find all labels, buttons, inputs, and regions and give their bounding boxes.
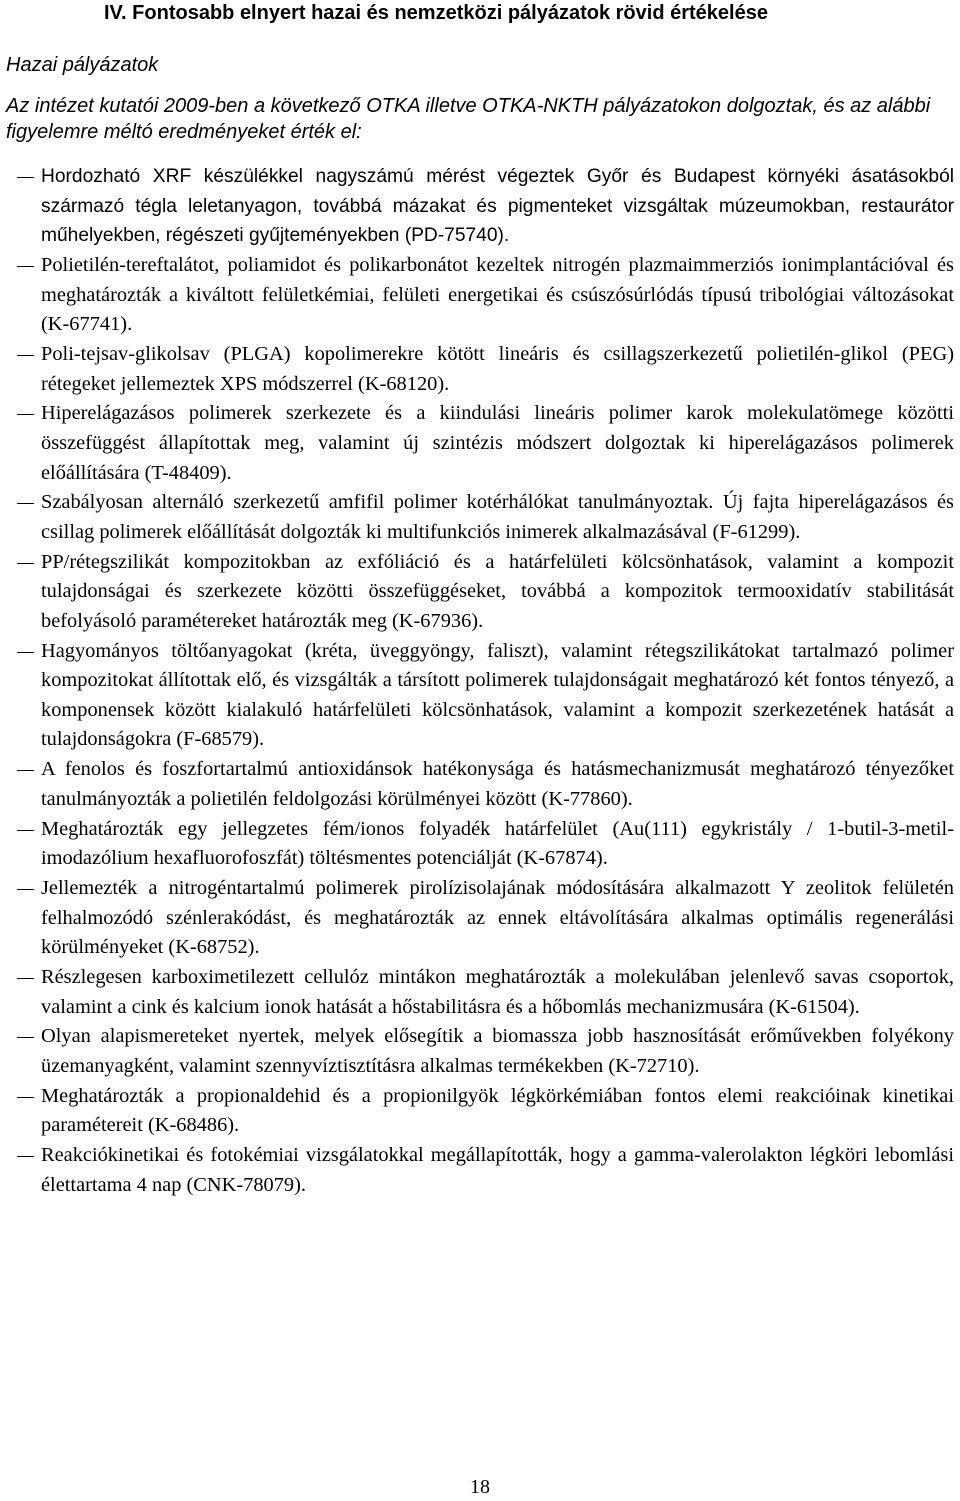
list-item-text: Olyan alapismereteket nyertek, melyek elősegítik a biomassza jobb hasznosítását erőművekben folyékony üzemanyagként, valamint szennyvíztisztításra alkalmas termékekben (K-72710). [41,1025,954,1077]
section-title: IV. Fontosabb elnyert hazai és nemzetközi pályázatok rövid értékelése [104,2,768,24]
list-item [0,1022,954,1081]
intro-paragraph: Az intézet kutatói 2009-ben a következő OTKA illetve OTKA-NKTH pályázatokon dolgoztak, és az alábbi figyelemre méltó eredményeket érték el: [6,95,931,143]
dash-bullet [17,177,34,178]
dash-bullet [17,563,34,564]
list-item [0,251,954,340]
list-item [0,1082,954,1141]
dash-bullet [17,770,34,771]
list-item [0,874,954,963]
dash-bullet [17,978,34,979]
list-item-text: Polietilén-tereftalátot, poliamidot és polikarbonátot kezeltek nitrogén plazmaimmerziós ionimplantációval és meghatározták a kiváltott felületkémiai, felületi energetikai és csúszósúrlódás típusú tribológiai változásokat (K-67741). [41,253,954,336]
list-item-text: Részlegesen karboximetilezett cellulóz mintákon meghatározták a molekulában jelenlevő savas csoportok, valamint a cink és kalcium ionok hatását a hőstabilitásra és a hőbomlás mechanizmusára (K-61504). [41,965,954,1018]
list-item-text: Hagyományos töltőanyagokat (kréta, üveggyöngy, faliszt), valamint rétegszilikátokat tartalmazó polimer kompozitokat állítottak elő, és vizsgálták a társított polimerek tulajdonságait meghatározó két fontos tényező, a komponensek között kialakuló határfelületi kölcsönhatások, valamint a kompozit szerkezetének hatását a tulajdonságokra (F-68579). [41,639,954,751]
dash-bullet [17,1037,34,1038]
dash-bullet [17,830,34,831]
dash-bullet [17,1156,34,1157]
list-item-text: Hiperelágazásos polimerek szerkezete és a kiindulási lineáris polimer karok molekulatömege közötti összefüggést állapítottak meg, valamint új szintézis módszert dolgoztak ki hiperelágazásos polimerek előállítására (T-48409). [41,402,954,484]
list-item [0,162,954,251]
section-subtitle: Hazai pályázatok [6,54,159,76]
list-item [0,963,954,1022]
list-item-text: Reakciókinetikai és fotokémiai vizsgálatokkal megállapították, hogy a gamma-valerolakton légköri lebomlási élettartama 4 nap (CNK-78079). [41,1144,954,1196]
dash-bullet [17,652,34,653]
list-item-text: PP/rétegszilikát kompozitokban az exfóliáció és a határfelületi kölcsönhatások, valamint a kompozit tulajdonságai és szerkezete közötti összefüggéseket, továbbá a kompozitok termooxidatív stabilitását befolyásoló paramétereket határozták meg (K-67936). [41,550,954,632]
list-item [0,815,954,874]
list-item-text: Hordozható XRF készülékkel nagyszámú mérést végeztek Győr és Budapest környéki ásatásokból származó tégla leletanyagon, továbbá mázakat és pigmenteket vizsgáltak múzeumokban, restaurátor műhelyekben, régészeti gyűjteményekben (PD-75740). [41,166,954,247]
list-item [0,1141,954,1200]
dash-bullet [17,503,34,504]
list-item-text: A fenolos és foszfortartalmú antioxidánsok hatékonysága és hatásmechanizmusát meghatározó tényezőket tanulmányozták a polietilén feldolgozási körülményei között (K-77860). [41,758,954,810]
list-item [0,755,954,814]
dash-bullet [17,266,34,267]
list-item-text: Poli-tejsav-glikolsav (PLGA) kopolimerekre kötött lineáris és csillagszerkezetű polietilén-glikol (PEG) rétegeket jellemeztek XPS módszerrel (K-68120). [41,342,954,395]
list-item [0,548,954,637]
dash-bullet [17,1097,34,1098]
list-item [0,340,954,399]
list-item-text: Szabályosan alternáló szerkezetű amfifil polimer kotérhálókat tanulmányoztak. Új fajta hiperelágazásos és csillag polimerek előállítását dolgozták ki multifunkciós inimerek alkalmazásával (F-61299). [41,491,954,543]
dash-bullet [17,889,34,890]
results-list [0,162,960,1200]
dash-bullet [17,414,34,415]
list-item-text: Meghatározták egy jellegzetes fém/ionos folyadék határfelület (Au(111) egykristály / 1-butil-3-metil-imodazólium hexafluorofoszfát) töltésmentes potenciálját (K-67874). [41,817,954,870]
list-item [0,488,954,547]
list-item [0,637,954,755]
list-item [0,399,954,488]
dash-bullet [17,355,34,356]
list-item-text: Meghatározták a propionaldehid és a propionilgyök légkörkémiában fontos elemi reakcióinak kinetikai paramétereit (K-68486). [41,1084,954,1137]
page-number: 18 [470,1476,490,1498]
list-item-text: Jellemezték a nitrogéntartalmú polimerek pirolízisolajának módosítására alkalmazott Y zeolitok felületén felhalmozódó szénlerakódást, és meghatározták az ennek eltávolítására alkalmas optimális regenerálási körülményeket (K-68752). [41,876,954,959]
